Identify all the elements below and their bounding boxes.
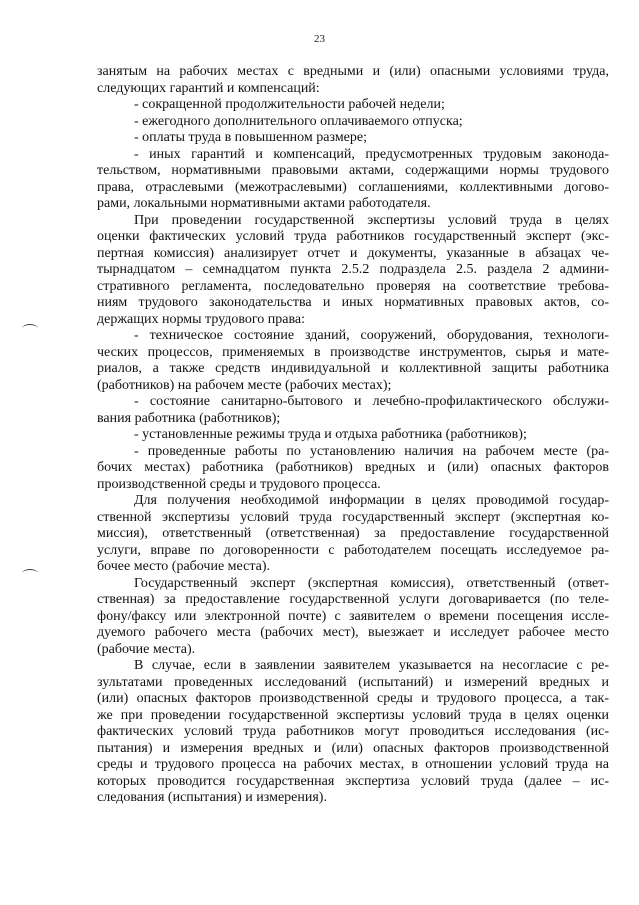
- text-line: миссия), ответственный (ответственная) за предоставление государственной: [97, 526, 609, 541]
- text-line: В случае, если в заявлении заявителем указывается на несогласие с ре-: [134, 658, 609, 673]
- text-line: дуемого рабочего места (рабочих мест), выезжает и исследует рабочее место: [97, 625, 609, 640]
- text-line: стративного регламента, последовательно проверяя на соответствие требова-: [97, 278, 609, 294]
- text-line: пытания) и измерения вредных и (или) опасных факторов производственной: [97, 740, 609, 756]
- text-line: риалов, а также средств индивидуальной и коллективной защиты работника: [97, 361, 609, 376]
- text-line: - состояние санитарно-бытового и лечебно-профилактического обслужи-: [134, 394, 609, 409]
- text-line: фону/факсу или электронной почте) с заявителем о времени посещения иссле-: [97, 608, 609, 624]
- text-line: ниям трудового законодательства и иных нормативных правовых актов, со-: [97, 295, 609, 310]
- text-line: рами, локальными нормативными актами работодателя.: [97, 196, 431, 211]
- text-line: тельством, нормативными правовыми актами, содержащими нормы трудового: [97, 163, 609, 178]
- binding-mark-icon: [22, 324, 38, 333]
- text-line: ственная) за предоставление государственной услуги договаривается (по теле-: [97, 592, 609, 607]
- text-line: держащих нормы трудового права:: [97, 311, 306, 327]
- text-line: зультатами проведенных исследований (испытаний) и измерений вредных и: [97, 674, 609, 690]
- text-line: - оплаты труда в повышенном размере;: [134, 130, 367, 145]
- text-line: пертная комиссия) анализирует отчет и документы, указанные в абзацах че-: [97, 245, 609, 261]
- text-line: (рабочие места).: [97, 641, 196, 657]
- text-line: бочих местах) работника (работников) вредных и (или) опасных факторов: [97, 460, 609, 475]
- text-line: ческих процессов, применяемых в производстве инструментов, сырья и мате-: [97, 344, 609, 360]
- text-line: (работников) на рабочем месте (рабочих местах);: [97, 377, 392, 393]
- text-line: следующих гарантий и компенсаций:: [97, 80, 320, 96]
- text-line: ственной экспертизы условий труда государственный эксперт (экспертная ко-: [97, 509, 609, 525]
- text-line: - ежегодного дополнительного оплачиваемого отпуска;: [134, 113, 463, 129]
- text-line: - сокращенной продолжительности рабочей недели;: [134, 97, 445, 112]
- text-line: фактических условий труда работников могут проводиться исследования (ис-: [97, 724, 609, 739]
- text-line: При проведении государственной экспертизы условий труда в целях: [134, 212, 609, 228]
- text-line: - установленные режимы труда и отдыха работника (работников);: [134, 427, 527, 442]
- text-line: бочее место (рабочие места).: [97, 559, 270, 574]
- text-line: оценки фактических условий труда работников государственный эксперт (экс-: [97, 229, 609, 244]
- text-line: - иных гарантий и компенсаций, предусмотренных трудовым законода-: [134, 146, 609, 162]
- text-line: Государственный эксперт (экспертная комиссия), ответственный (ответ-: [134, 575, 609, 591]
- text-line: Для получения необходимой информации в целях проводимой государ-: [134, 493, 609, 508]
- document-body: [97, 64, 609, 807]
- text-line: среды и трудового процесса на рабочих местах, в отношении условий труда на: [97, 757, 609, 772]
- text-line: - проведенные работы по установлению наличия на рабочем месте (ра-: [134, 443, 609, 459]
- text-line: - техническое состояние зданий, сооружений, оборудования, технологи-: [134, 328, 609, 343]
- text-line: же при проведении государственной экспертизы условий труда в целях оценки: [97, 707, 609, 723]
- text-line: права, отраслевыми (межотраслевыми) соглашениями, коллективными догово-: [97, 179, 609, 195]
- page-number: 23: [314, 33, 325, 45]
- text-line: тырнадцатом – семнадцатом пункта 2.5.2 подраздела 2.5. раздела 2 админи-: [97, 262, 609, 277]
- text-line: (или) опасных факторов производственной среды и трудового процесса, а так-: [97, 691, 609, 706]
- text-line: следования (испытания) и измерения).: [97, 790, 327, 805]
- text-line: производственной среды и трудового процесса.: [97, 476, 381, 492]
- text-line: вания работника (работников);: [97, 410, 281, 426]
- text-line: услуги, вправе по договоренности с работодателем посещать исследуемое ра-: [97, 542, 609, 558]
- text-line: которых проводится государственная экспертиза условий труда (далее – ис-: [97, 773, 609, 789]
- text-line: занятым на рабочих местах с вредными и (или) опасными условиями труда,: [97, 64, 609, 79]
- binding-mark-icon: [22, 569, 38, 578]
